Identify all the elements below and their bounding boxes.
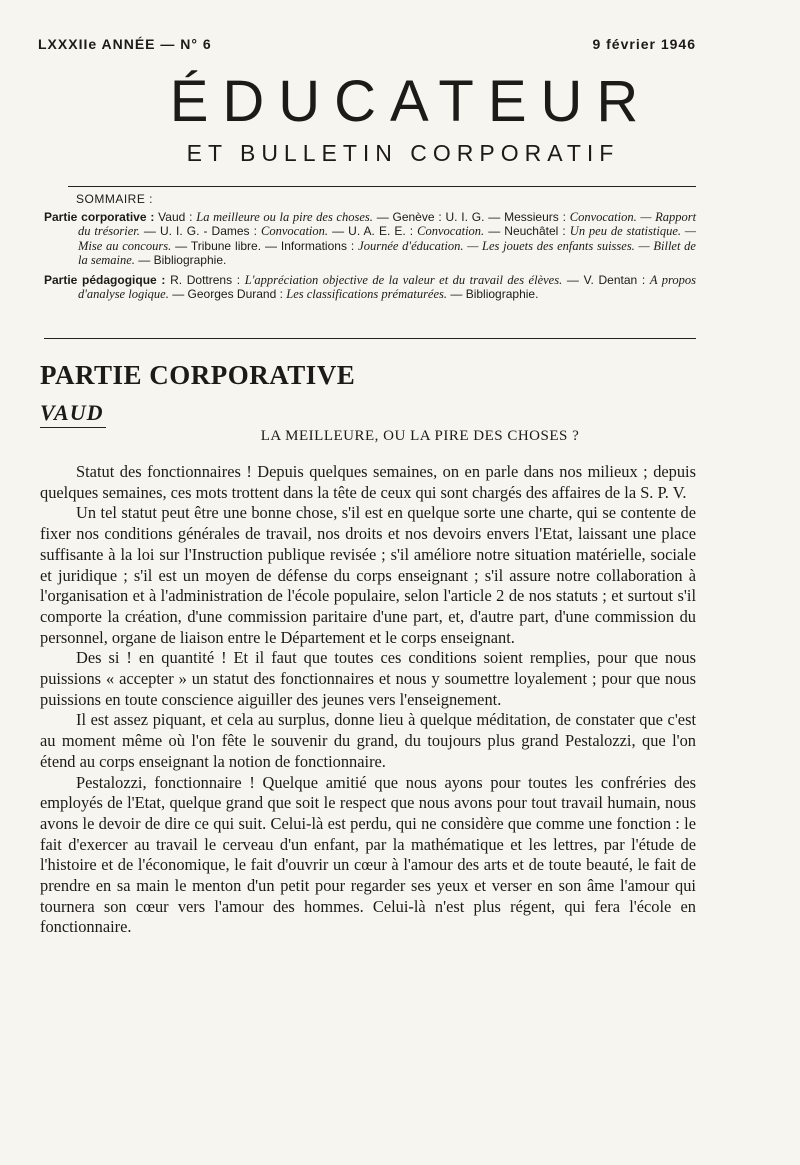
summary-entry-name: — Tribune libre. — Informations :: [175, 238, 359, 253]
summary-pedagogique: [44, 273, 696, 301]
summary-entry-name: — Genève : U. I. G. — Messieurs :: [376, 210, 570, 225]
summary-entry-topic: Convocation. — Rapport du trésorier.: [78, 210, 697, 239]
region-heading: VAUD: [40, 400, 106, 428]
issue-number: LXXXIIe ANNÉE — N° 6: [38, 36, 212, 52]
article-paragraph: Un tel statut peut être une bonne chose, s'il est en quelque sorte une charte, qui se contente de fixer nos conditions générales de travail, nos droits et nos devoirs envers l'Etat, laissant une place suffisante à la loi sur l'Instruction publique revisée ; s'il améliore notre situation matérielle, sociale et juridique ; s'il est un moyen de défense du corps enseignant ; s'il assure notre collaboration à l'organisation et à l'administration de l'école populaire, selon l'article 2 de nos statuts ; et surtout s'il comporte la création, d'une commission paritaire d'une part, et, d'autre part, d'une commission du personnel, organe de liaison entre le Département et le corps enseignant.: [40, 503, 696, 647]
summary-entry-name: — Bibliographie.: [138, 252, 227, 267]
issue-date: 9 février 1946: [592, 36, 696, 52]
summary-entry-topic: La meilleure ou la pire des choses.: [196, 210, 373, 225]
summary-entry-name: R. Dottrens :: [170, 273, 245, 288]
article-paragraph: Statut des fonctionnaires ! Depuis quelques semaines, on en parle dans nos milieux ; depuis quelques semaines, ces mots trottent dans la tête de ceux qui sont chargés des affaires de la S. P. V.: [40, 462, 696, 502]
bottom-rule: [44, 338, 696, 339]
article-paragraph: Des si ! en quantité ! Et il faut que toutes ces conditions soient remplies, pour que nous puissions « accepter » un statut des fonctionnaires et nous y soumettre loyalement ; pour que nous puissions en toute conscience aiguiller des jeunes vers l'enseignement.: [40, 648, 696, 709]
article-paragraph: Il est assez piquant, et cela au surplus, donne lieu à quelque méditation, de constater que c'est au moment même où l'on fête le souvenir du grand, du toujours plus grand Pestalozzi, que l'on étend au corps enseignant la notion de fonctionnaire.: [40, 710, 696, 771]
corporative-entries: [78, 210, 696, 267]
journal-subtitle: ET BULLETIN CORPORATIF: [186, 140, 620, 166]
summary-entry-topic: Un peu de statistique. — Mise au concours.: [78, 224, 696, 253]
summary-entry-topic: Convocation.: [261, 224, 329, 239]
article-paragraph: Pestalozzi, fonctionnaire ! Quelque amitié que nous ayons pour toutes les confréries des employés de l'Etat, quelque grand que soit le respect que nous avons pour tout travail humain, nous avons le devoir de dire ce qui suit. Celui-là est perdu, qui ne considère que comme une fonction : le fait d'exercer au travail le cerveau d'un enfant, par la mathématique et les lettres, par l'étude de l'histoire et de l'économique, le fait d'ouvrir un cœur à l'amour des arts et de toute beauté, le fait de prendre en sa main le menton d'un petit pour regarder ses yeux et verser en son âme l'amour qui tournera son cœur vers l'amour des hommes. Celui-là n'est plus régent, qui fera l'école en fonctionnaire.: [40, 772, 696, 937]
issue-header: [38, 36, 696, 52]
pedagogique-label: Partie pédagogique :: [44, 273, 166, 288]
summary-entry-topic: L'appréciation objective de la valeur et du travail des élèves.: [244, 273, 563, 288]
summary-entry-name: — V. Dentan :: [566, 273, 650, 288]
corporative-label: Partie corporative :: [44, 210, 155, 225]
journal-title: ÉDUCATEUR: [169, 69, 653, 134]
summary-title: SOMMAIRE :: [76, 192, 154, 206]
summary-entry-topic: A propos d'analyse logique.: [78, 273, 697, 302]
summary-entry-name: — Bibliographie.: [450, 287, 539, 302]
summary-entry-name: Vaud :: [158, 210, 197, 225]
article-body: [40, 462, 696, 938]
top-rule: [68, 186, 696, 187]
article-title: LA MEILLEURE, OU LA PIRE DES CHOSES ?: [260, 428, 580, 444]
summary-entry-topic: Convocation.: [417, 224, 485, 239]
table-of-contents: [44, 192, 696, 307]
summary-entry-name: — U. A. E. E. :: [332, 224, 418, 239]
summary-corporative: [44, 210, 696, 267]
summary-entry-topic: Journée d'éducation. — Les jouets des enfants suisses. — Billet de la semaine.: [78, 238, 696, 267]
summary-entry-name: — Georges Durand :: [172, 287, 287, 302]
summary-entry-name: — U. I. G. - Dames :: [143, 224, 262, 239]
section-heading: PARTIE CORPORATIVE: [40, 360, 356, 390]
summary-entry-name: — Neuchâtel :: [488, 224, 570, 239]
summary-entry-topic: Les classifications prématurées.: [286, 287, 448, 302]
pedagogique-entries: [78, 273, 696, 301]
